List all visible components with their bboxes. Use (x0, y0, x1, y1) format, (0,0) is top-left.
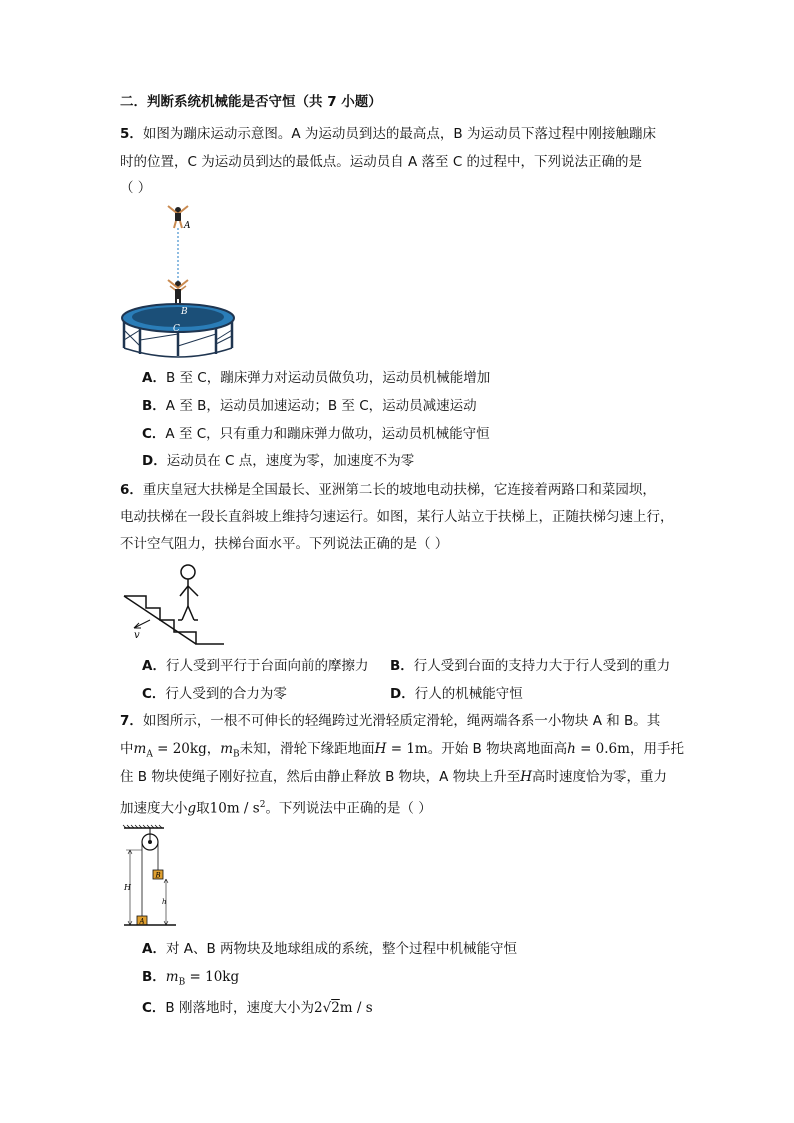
pulley-figure (120, 824, 180, 930)
sqrt-symbol: √ (322, 1000, 332, 1016)
svg-text:A: A (139, 917, 145, 926)
q5-line-3: （ ） (120, 180, 152, 196)
q7-line-1: 7．如图所示，一根不可伸长的轻绳跨过光滑轻质定滑轮，绳两端各系一小物块 A 和 B。其 (120, 713, 661, 729)
q7-option-a[interactable]: A．对 A、B 两物块及地球组成的系统，整个过程中机械能守恒 (142, 941, 518, 957)
q5-number: 5． (120, 126, 143, 142)
q5-line-1 (120, 124, 656, 144)
q7-number: 7． (120, 713, 143, 729)
label-c: C (173, 324, 180, 334)
q6-line-3: 不计空气阻力，扶梯台面水平。下列说法正确的是（ ） (120, 536, 449, 552)
q6-option-a[interactable]: A．行人受到平行于台面向前的摩擦力 (142, 658, 369, 674)
section-title: 二．判断系统机械能是否守恒（共 7 小题） (120, 94, 382, 110)
label-H: H (124, 883, 131, 892)
q5-option-b[interactable]: B．A 至 B，运动员加速运动；B 至 C，运动员减速运动 (142, 398, 477, 414)
q7-option-c[interactable]: C．B 刚落地时，速度大小为2√2m / s (142, 1000, 373, 1016)
q7-line-2: 中$m_A = 20kg$，$m_B$未知，滑轮下缘距地面H = 1m。开始 B 物块离地面高h = 0.6m，用手托 (120, 741, 684, 760)
q5-option-a[interactable]: A．B 至 C，蹦床弹力对运动员做负功，运动员机械能增加 (142, 370, 491, 386)
label-v: v (134, 630, 140, 641)
q6-option-c[interactable]: C．行人受到的合力为零 (142, 686, 287, 702)
trampoline-figure (118, 200, 238, 360)
q7-option-b[interactable]: B．$m_B = 10kg$ (142, 969, 240, 988)
q5-text-1: 如图为蹦床运动示意图。A 为运动员到达的最高点，B 为运动员下落过程中刚接触蹦床 (142, 126, 656, 142)
q7-line-3: 住 B 物块使绳子刚好拉直，然后由静止释放 B 物块，A 物块上升至H高时速度恰为零，重力 (120, 769, 667, 785)
escalator-figure (120, 562, 230, 648)
q7-line-4: 加速度大小g取$10m / s^2$。下列说法中正确的是（ ） (120, 800, 432, 817)
label-a: A (184, 221, 191, 231)
pedestrian-icon (178, 565, 198, 620)
label-h: h (162, 898, 167, 906)
svg-text:B: B (155, 871, 161, 880)
velocity-arrow-icon (134, 620, 150, 628)
q6-line-1: 6．重庆皇冠大扶梯是全国最长、亚洲第二长的坡地电动扶梯，它连接着两路口和菜园坝， (120, 482, 656, 498)
q5-option-d[interactable]: D．运动员在 C 点，速度为零，加速度不为零 (142, 453, 415, 469)
q6-number: 6． (120, 482, 143, 498)
q6-line-2: 电动扶梯在一段长直斜坡上维持匀速运行。如图，某行人站立于扶梯上，正随扶梯匀速上行， (120, 509, 674, 525)
q6-option-d[interactable]: D．行人的机械能守恒 (390, 686, 523, 702)
label-b: B (181, 307, 188, 317)
q5-option-c[interactable]: C．A 至 C，只有重力和蹦床弹力做功，运动员机械能守恒 (142, 426, 490, 442)
q6-option-b[interactable]: B．行人受到台面的支持力大于行人受到的重力 (390, 658, 671, 674)
q5-line-2: 时的位置，C 为运动员到达的最低点。运动员自 A 落至 C 的过程中，下列说法正确的是 (120, 154, 643, 170)
